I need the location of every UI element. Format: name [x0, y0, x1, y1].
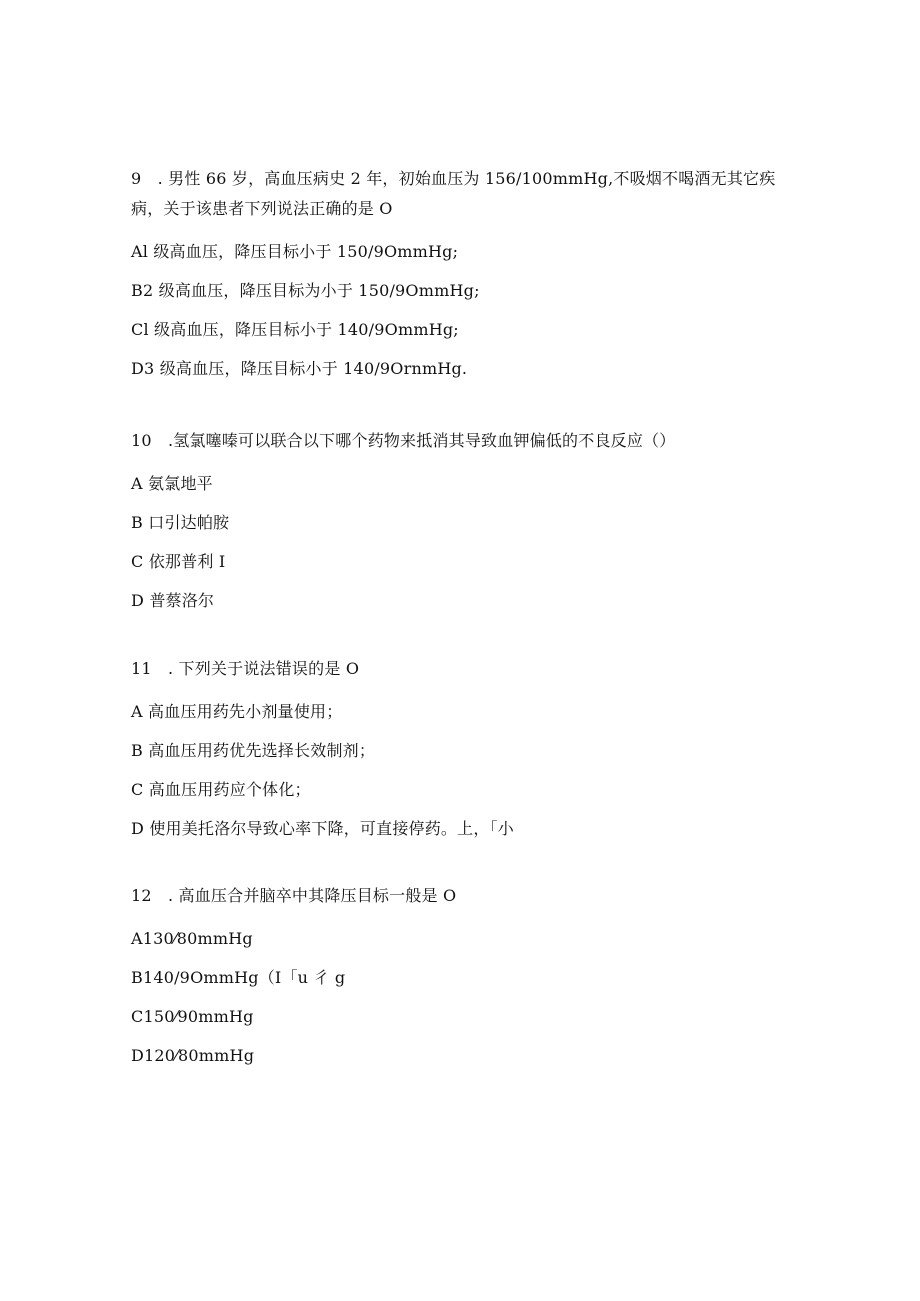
option-a: A 高血压用药先小剂量使用；	[131, 702, 343, 721]
question-stem: 10 .氢氯噻嗪可以联合以下哪个药物来抵消其导致血钾偏低的不良反应（）	[131, 431, 676, 450]
question-stem: 11 . 下列关于说法错误的是 O	[131, 659, 360, 678]
option-c: Cl 级高血压，降压目标小于 140/9OmmHg;	[131, 320, 459, 339]
option-b: B140/9OmmHg（I「u 彳 g	[131, 968, 346, 987]
option-a: Al 级高血压，降压目标小于 150/9OmmHg;	[131, 242, 459, 261]
option-a: A130⁄80mmHg	[131, 929, 253, 948]
option-a: A 氨氯地平	[131, 474, 213, 493]
option-c: C 高血压用药应个体化；	[131, 780, 311, 799]
option-b: B2 级高血压，降压目标为小于 150/9OmmHg;	[131, 281, 480, 300]
question-stem: 12 . 高血压合并脑卒中其降压目标一般是 O	[131, 886, 457, 905]
option-d: D3 级高血压，降压目标小于 140/9OrnmHg.	[131, 359, 468, 378]
option-b: B 口引达帕胺	[131, 513, 230, 532]
question-stem: 9 . 男性 66 岁，高血压病史 2 年，初始血压为 156/100mmHg,不吸烟不喝酒无其它疾病，关于该患者下列说法正确的是 O	[131, 169, 776, 218]
option-c: C 依那普利 I	[131, 552, 226, 571]
option-b: B 高血压用药优先选择长效制剂；	[131, 741, 376, 760]
question-11	[131, 654, 791, 840]
question-12	[131, 881, 791, 1067]
option-d: D120⁄80mmHg	[131, 1046, 255, 1065]
question-9	[131, 164, 791, 380]
option-d: D 使用美托洛尔导致心率下降，可直接停药。上，「小	[131, 819, 514, 838]
question-10	[131, 426, 791, 612]
option-d: D 普蔡洛尔	[131, 591, 215, 610]
option-c: C150⁄90mmHg	[131, 1007, 254, 1026]
